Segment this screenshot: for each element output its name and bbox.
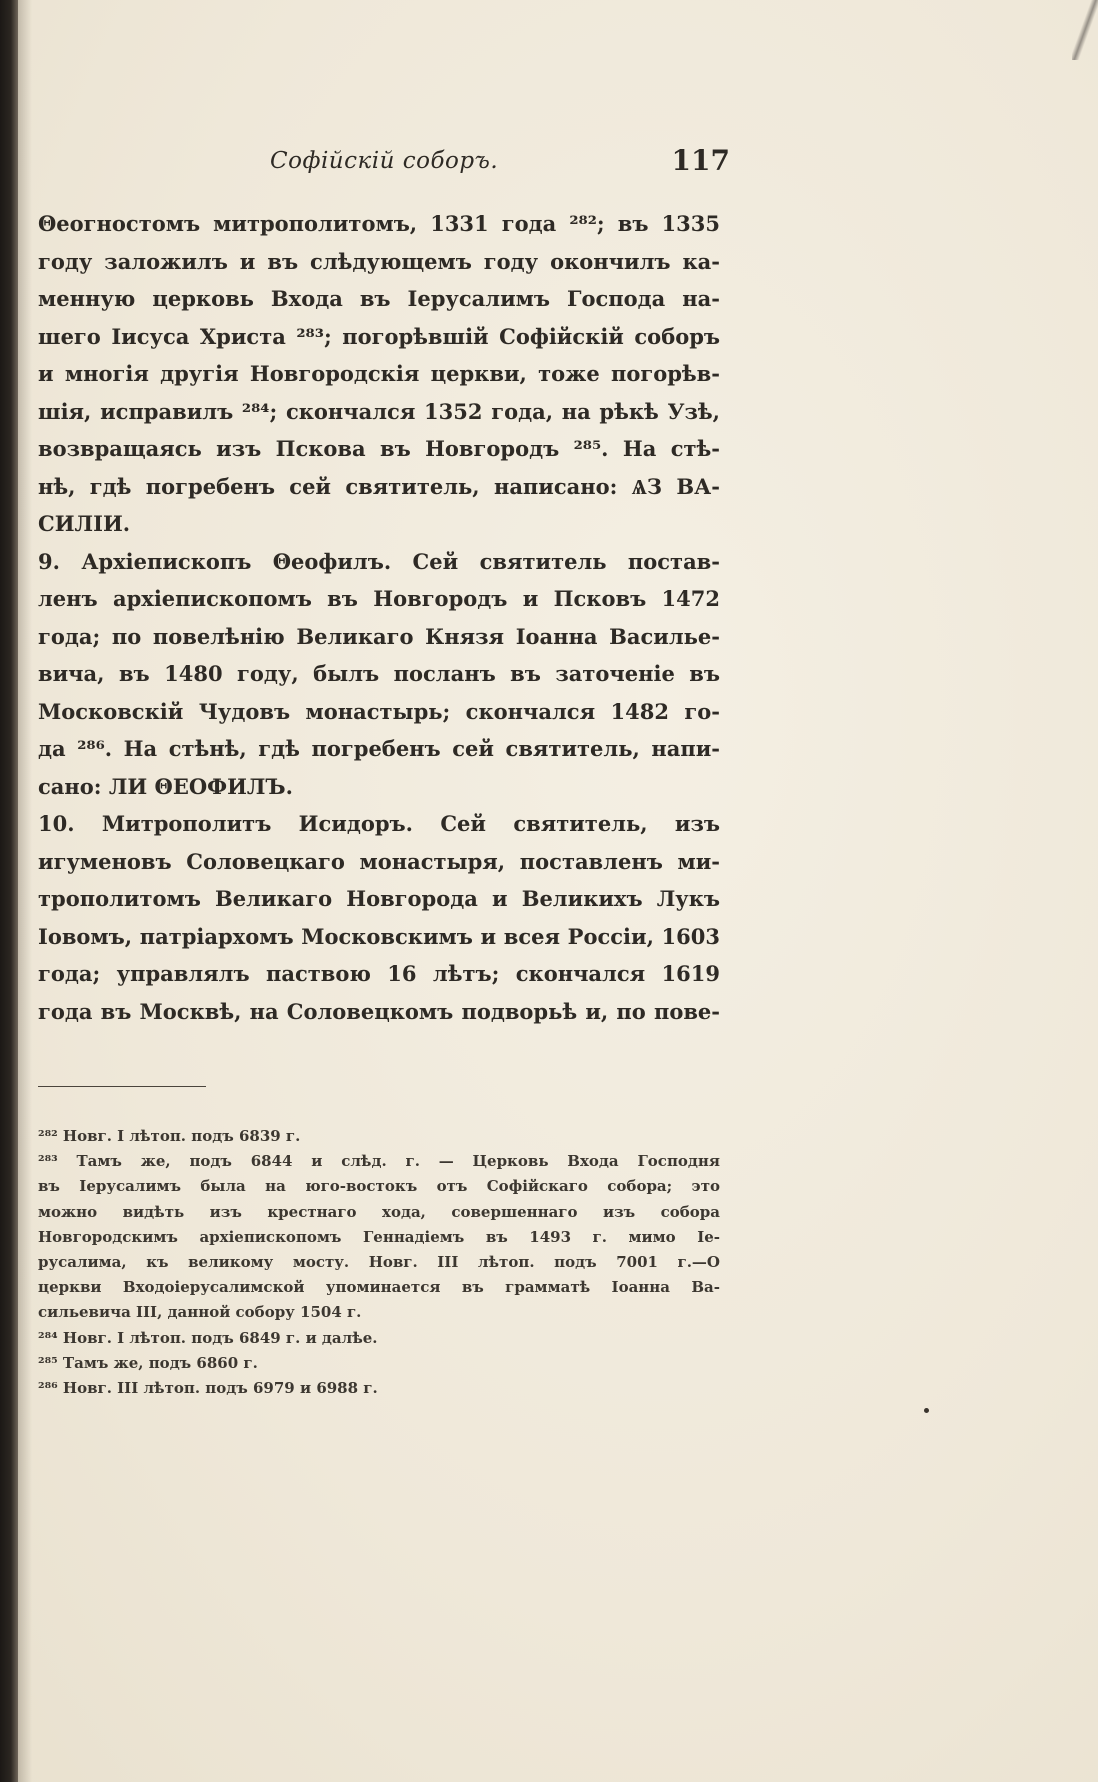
footnote-line: церкви Входоіерусалимской упоминается въ грамматѣ Іоанна Ва- — [38, 1278, 720, 1297]
footnote-line: ²⁸² Новг. I лѣтоп. подъ 6839 г. — [38, 1127, 301, 1145]
paper-speck — [924, 1408, 929, 1413]
footnote-line: сильевича III, данной собору 1504 г. — [38, 1303, 362, 1322]
footnote-line: въ Іерусалимъ была на юго-востокъ отъ Софійскаго собора; это — [38, 1177, 720, 1196]
footnote-line: можно видѣть изъ крестнаго хода, совершеннаго изъ собора — [38, 1202, 720, 1221]
footnote-separator — [38, 1086, 206, 1087]
spine-shadow — [18, 0, 32, 1782]
page-corner-edge — [1072, 0, 1098, 60]
body-line: сано: ЛИ ΘЕОФИЛЪ. — [38, 773, 293, 799]
footnote-line: ²⁸⁶ Новг. III лѣтоп. подъ 6979 и 6988 г. — [38, 1379, 378, 1398]
body-line: шего Іисуса Христа ²⁸³; погорѣвшій Софійскій соборъ — [38, 323, 720, 349]
body-line: году заложилъ и въ слѣдующемъ году окончилъ ка- — [38, 248, 720, 274]
body-line: вича, въ 1480 году, былъ посланъ въ заточеніе въ — [38, 661, 720, 686]
body-line: да ²⁸⁶. На стѣнѣ, гдѣ погребенъ сей святитель, напи- — [38, 736, 720, 761]
footnote-line: русалима, къ великому мосту. Новг. III лѣтоп. подъ 7001 г.—О — [38, 1253, 720, 1272]
body-line: Θеогностомъ митрополитомъ, 1331 года ²⁸²; въ 1335 — [38, 211, 720, 236]
body-line: года; управлялъ паствою 16 лѣтъ; скончался 1619 — [38, 961, 720, 986]
footnotes — [38, 1124, 720, 1401]
body-line: игуменовъ Соловецкаго монастыря, поставленъ ми- — [38, 848, 720, 874]
running-header — [270, 144, 730, 188]
body-line: нѣ, гдѣ погребенъ сей святитель, написано: ѦЗ ВА- — [38, 473, 720, 499]
body-line: 9. Архіепископъ Θеофилъ. Сей святитель постав- — [38, 548, 720, 574]
body-line: и многія другія Новгородскія церкви, тоже погорѣв- — [38, 361, 720, 386]
body-line: года; по повелѣнію Великаго Князя Іоанна Василье- — [38, 623, 720, 649]
page-number: 117 — [671, 144, 730, 177]
book-spine — [0, 0, 18, 1782]
body-line: шія, исправилъ ²⁸⁴; скончался 1352 года, на рѣкѣ Узѣ, — [38, 398, 720, 424]
body-line: СИЛІИ. — [38, 511, 131, 536]
body-line: ленъ архіепископомъ въ Новгородъ и Псковъ 1472 — [38, 586, 720, 611]
footnote-line: Новгородскимъ архіепископомъ Геннадіемъ въ 1493 г. мимо Іе- — [38, 1227, 720, 1246]
footnote-line: ²⁸⁵ Тамъ же, подъ 6860 г. — [38, 1353, 258, 1372]
body-line: возвращаясь изъ Пскова въ Новгородъ ²⁸⁵. На стѣ- — [38, 436, 720, 461]
body-line: трополитомъ Великаго Новгорода и Великихъ Лукъ — [38, 886, 720, 911]
footnote-line: ²⁸⁴ Новг. I лѣтоп. подъ 6849 г. и далѣе. — [38, 1328, 378, 1347]
body-line: менную церковь Входа въ Іерусалимъ Господа на- — [38, 286, 720, 311]
body-line: года въ Москвѣ, на Соловецкомъ подворьѣ и, по пове- — [38, 998, 720, 1024]
main-text — [38, 205, 720, 1030]
body-line: Іовомъ, патріархомъ Московскимъ и всея Россіи, 1603 — [38, 923, 720, 949]
running-title: Софійскій соборъ. — [270, 148, 499, 174]
footnote-line: ²⁸³ Тамъ же, подъ 6844 и слѣд. г. — Церковь Входа Господня — [38, 1152, 720, 1171]
body-line: Московскій Чудовъ монастырь; скончался 1482 го- — [38, 698, 720, 724]
body-line: 10. Митрополитъ Исидоръ. Сей святитель, изъ — [38, 811, 720, 836]
